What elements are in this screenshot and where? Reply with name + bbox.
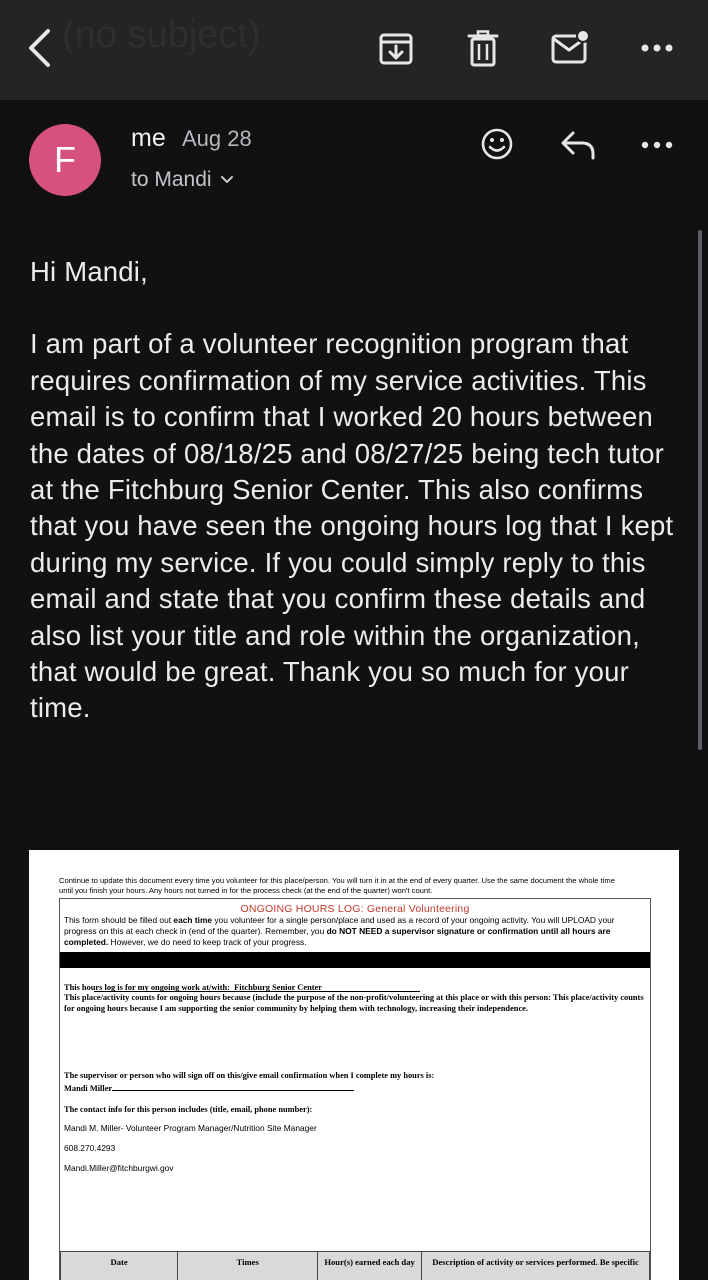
trash-icon[interactable] xyxy=(466,30,500,68)
contact-title: Mandi M. Miller- Volunteer Program Manager/Nutrition Site Manager xyxy=(64,1123,317,1133)
doc-form xyxy=(59,898,651,1280)
doc-description: This form should be filled out each time you volunteer for a single person/place and used as a record of your ongoing activity. You will UPLOAD your progress on this at each check in (end of the quarter). Remember, you do NOT NEED a supervisor signature or confirmation until all hours are completed. However, we do need to keep track of your progress. xyxy=(64,915,615,947)
doc-title: ONGOING HOURS LOG: General Volunteering xyxy=(240,903,470,915)
ongoing-work: This hours log is for my ongoing work at/with: Fitchburg Senior Center xyxy=(64,983,322,992)
column-header-hours: Hour(s) earned each day xyxy=(318,1252,422,1280)
mark-unread-icon[interactable] xyxy=(550,30,590,66)
recipient-label: to Mandi xyxy=(131,168,212,191)
scrollbar[interactable] xyxy=(698,230,702,750)
supervisor-label: The supervisor or person who will sign off on this/give email confirmation when I complete my hours is: xyxy=(64,1071,435,1080)
message-body xyxy=(30,254,680,727)
attachment-image[interactable] xyxy=(29,850,679,1280)
top-toolbar xyxy=(0,0,708,100)
reply-icon[interactable] xyxy=(560,130,596,160)
contact-phone: 608.270.4293 xyxy=(64,1143,116,1153)
archive-icon[interactable] xyxy=(378,31,414,67)
doc-intro: Continue to update this document every time you volunteer for this place/person. You will turn it in at the end of every quarter. Use the same document the whole time until you finish your hours. Any hours not turned in for the process check (at the end of the quarter) won't count. xyxy=(59,876,615,895)
column-header-description: Description of activity or services performed. Be specific xyxy=(422,1252,650,1280)
scrolled-subject: (no subject) xyxy=(62,14,261,56)
emoji-react-icon[interactable] xyxy=(480,127,514,161)
contact-email: Mandi.Miller@fitchburgwi.gov xyxy=(64,1163,174,1173)
message-date: Aug 28 xyxy=(182,126,252,151)
message-more-icon[interactable] xyxy=(640,140,674,150)
hours-table xyxy=(60,1251,650,1280)
greeting: Hi Mandi, xyxy=(30,256,148,287)
chevron-down-icon xyxy=(220,175,234,185)
column-header-date: Date xyxy=(61,1252,178,1280)
body-paragraph: I am part of a volunteer recognition program that requires confirmation of my service activities. This email is to confirm that I worked 20 hours between the dates of 08/18/25 and 08/27/25 being tech tutor at the Fitchburg Senior Center. This also confirms that you have seen the ongoing hours log that I kept during my service. If you could simply reply to this email and state that you confirm these details and also list your title and role within the organization, that would be great. Thank you so much for your time. xyxy=(30,328,674,724)
recipient-toggle[interactable] xyxy=(131,168,234,192)
contact-label: The contact info for this person includes (title, email, phone number): xyxy=(64,1105,313,1114)
sender-avatar[interactable]: F xyxy=(29,124,101,196)
more-icon[interactable] xyxy=(640,43,674,53)
column-header-times: Times xyxy=(178,1252,318,1280)
back-arrow-icon[interactable] xyxy=(26,28,54,68)
counts-text: This place/activity counts for ongoing hours because (include the purpose of the non-profit/volunteering at this place or with this person: This place/activity counts for ongoing hours because I am supporting the senior community by helping them with technology, increasing their independence. xyxy=(64,993,644,1013)
sender-name: me xyxy=(131,124,166,152)
supervisor-name: Mandi Miller xyxy=(60,1083,650,1094)
black-divider xyxy=(60,952,650,968)
